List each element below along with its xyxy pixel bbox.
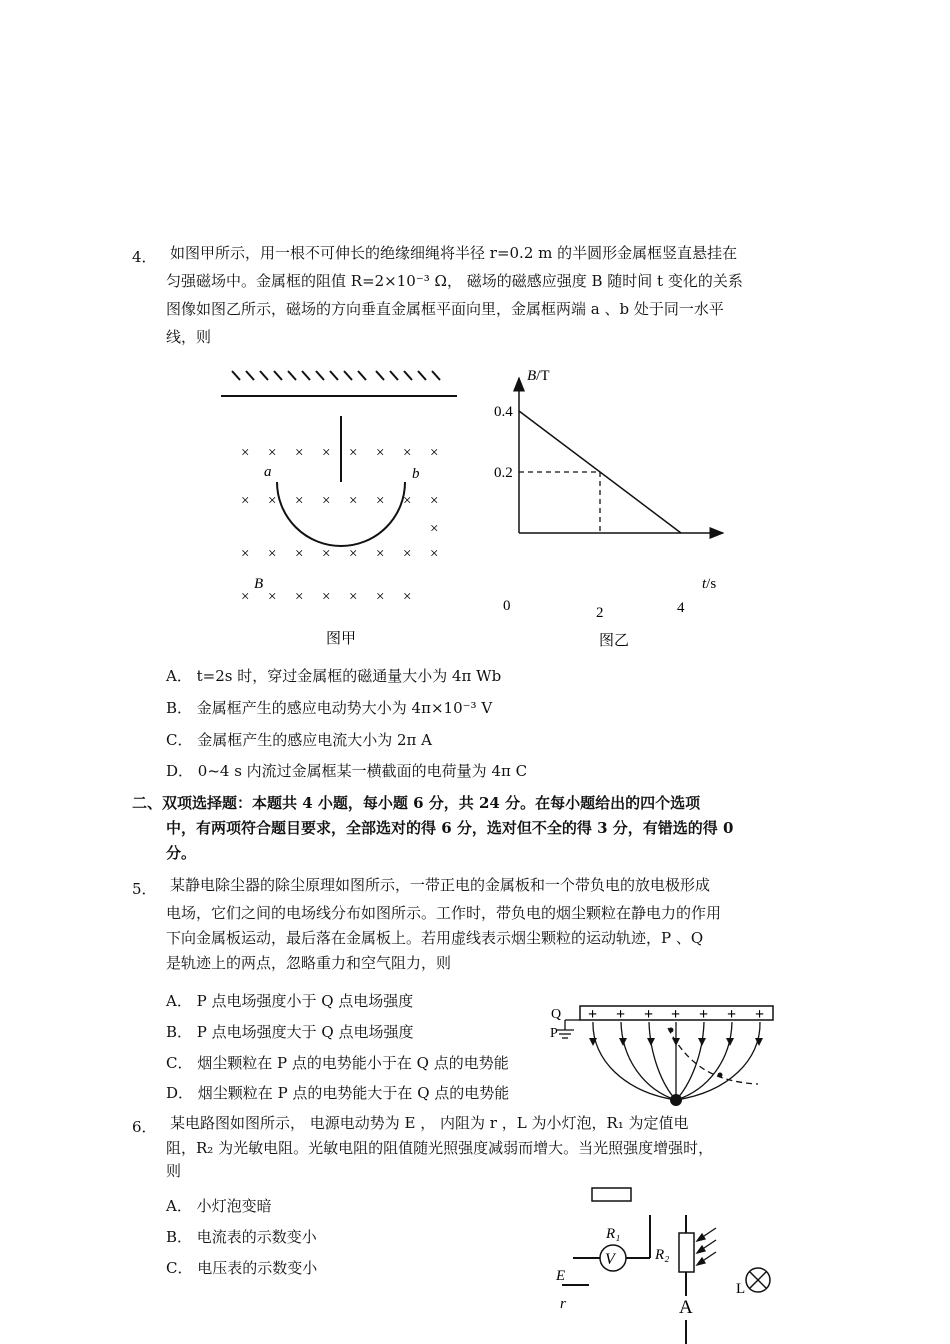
label-P: P [550,1026,558,1041]
field-cross: × [349,493,358,509]
field-cross: × [322,589,331,605]
light-arrows [697,1228,716,1265]
q5-number: 5． [132,880,157,898]
q4-line-3: 图像如图乙所示，磁场的方向垂直金属框平面向里，金属框两端 a 、b 处于同一水平 [166,300,724,318]
x-tick-label: 2 [596,605,604,621]
field-cross: × [349,589,358,605]
q6-option-b: B． 电流表的示数变小 [166,1228,317,1246]
q5-line-4: 是轨迹上的两点，忽略重力和空气阻力，则 [166,954,452,972]
section2-line-1: 二、双项选择题：本题共 4 小题，每小题 6 分，共 24 分。在每小题给出的四个选项 [132,794,701,812]
q4-option-c: C． 金属框产生的感应电流大小为 2π A [166,731,433,749]
field-cross: × [430,493,439,509]
field-cross: × [403,589,412,605]
field-cross: × [295,493,304,509]
q4-line-2: 匀强磁场中。金属框的阻值 R=2×10⁻³ Ω， 磁场的磁感应强度 B 随时间 t 变化的关系 [166,272,743,290]
q5-option-b: B． P 点电场强度大于 Q 点电场强度 [166,1023,414,1041]
q6-line-3: 则 [166,1162,182,1180]
field-cross: × [430,521,439,537]
field-cross: × [322,493,331,509]
field-cross: × [349,445,358,461]
plus-sign: + [644,1006,654,1023]
q6-line-2: 阻，R₂ 为光敏电阻。光敏电阻的阻值随光照强度减弱而增大。当光照强度增强时， [166,1139,714,1157]
x-axis-label: t/s [702,576,717,592]
q5-option-d: D． 烟尘颗粒在 P 点的电势能大于在 Q 点的电势能 [166,1084,510,1102]
y-tick-label: 0.4 [494,404,513,420]
label-B-field: B [254,576,264,592]
field-cross: × [403,546,412,562]
label-R1: R₁ [606,1226,621,1242]
field-cross: × [322,546,331,562]
q5-option-c: C． 烟尘颗粒在 P 点的电势能小于在 Q 点的电势能 [166,1054,509,1072]
label-L: L [736,1281,746,1297]
q6-option-a: A． 小灯泡变暗 [166,1197,272,1215]
q5-line-1: 某静电除尘器的除尘原理如图所示，一带正电的金属板和一个带负电的放电极形成 [170,876,711,894]
caption-yi: 图乙 [599,633,630,649]
q5-line-3: 下向金属板运动，最后落在金属板上。若用虚线表示烟尘颗粒的运动轨迹，P 、Q [166,929,704,947]
q6-line-1: 某电路图如图所示， 电源电动势为 E ， 内阻为 r ，L 为小灯泡，R₁ 为定值电 [170,1114,689,1132]
label-E: E [556,1268,566,1284]
photoresistor-R2 [679,1233,694,1272]
field-cross: × [403,493,412,509]
lamp-L [746,1268,770,1292]
q4-option-b: B． 金属框产生的感应电动势大小为 4π×10⁻³ V [166,699,493,717]
q4-option-d: D． 0~4 s 内流过金属框某一横截面的电荷量为 4π C [166,762,528,780]
q6-number: 6． [132,1118,157,1136]
field-cross: × [376,589,385,605]
plus-sign: + [616,1006,626,1023]
origin-label: 0 [503,598,511,614]
field-cross: × [295,546,304,562]
plus-sign: + [727,1006,737,1023]
q5-line-2: 电场，它们之间的电场线分布如图所示。工作时，带负电的烟尘颗粒在静电力的作用 [166,904,722,922]
field-cross: × [241,589,250,605]
field-cross: × [268,493,277,509]
label-r: r [560,1296,566,1312]
field-cross: × [376,445,385,461]
field-cross: × [295,589,304,605]
caption-jia: 图甲 [326,631,357,647]
q4-line-4: 线，则 [166,328,212,346]
q4-option-a: A． t=2s 时，穿过金属框的磁通量大小为 4π Wb [166,667,502,685]
q4-line-1: 如图甲所示，用一根不可伸长的绝缘细绳将半径 r=0.2 m 的半圆形金属框竖直悬挂在 [170,244,738,262]
label-R2: R₂ [655,1247,670,1263]
q4-number: 4． [132,248,157,266]
field-cross: × [376,493,385,509]
field-cross: × [403,445,412,461]
plus-sign: + [755,1006,765,1023]
plus-sign: + [671,1006,681,1023]
field-cross: × [430,445,439,461]
field-cross: × [241,445,250,461]
x-tick-label: 4 [677,600,685,616]
section2-line-3: 分。 [166,844,197,862]
field-cross: × [376,546,385,562]
field-cross: × [241,493,250,509]
q5-option-a: A． P 点电场强度小于 Q 点电场强度 [166,992,414,1010]
label-Q: Q [551,1007,562,1022]
voltmeter-label: V [605,1251,615,1268]
field-cross: × [268,589,277,605]
label-b: b [412,466,420,482]
field-cross: × [349,546,358,562]
label-a: a [264,464,272,480]
field-cross: × [241,546,250,562]
y-tick-label: 0.2 [494,465,513,481]
field-cross: × [268,445,277,461]
field-cross: × [430,546,439,562]
y-axis-label: B/T [527,368,550,384]
plus-sign: + [699,1006,709,1023]
resistor-R1-box [592,1188,631,1201]
plus-sign: + [588,1006,598,1023]
field-cross: × [295,445,304,461]
section2-line-2: 中，有两项符合题目要求，全部选对的得 6 分，选对但不全的得 3 分，有错选的得 0 [166,819,734,837]
field-cross: × [322,445,331,461]
field-cross: × [268,546,277,562]
q6-option-c: C． 电压表的示数变小 [166,1259,318,1277]
ammeter-label: A [679,1297,693,1318]
